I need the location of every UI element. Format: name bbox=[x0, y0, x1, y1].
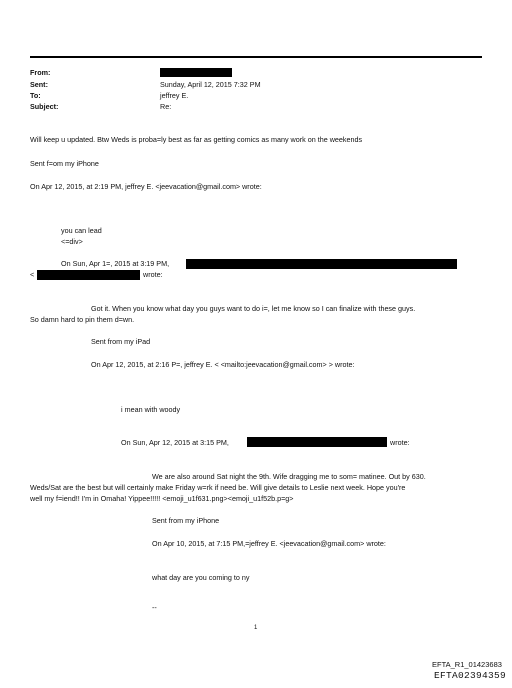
body-line-18: On Apr 10, 2015, at 7:15 PM,=jeffrey E. <jeevacation@gmail.com> wrote: bbox=[152, 539, 386, 548]
to-value: jeffrey E. bbox=[160, 91, 189, 100]
sent-value: Sunday, April 12, 2015 7:32 PM bbox=[160, 80, 261, 89]
body-line-12: i mean with woody bbox=[121, 405, 181, 414]
body-line-13b: wrote: bbox=[390, 438, 410, 447]
redacted-from bbox=[160, 68, 232, 77]
header-rule bbox=[30, 56, 482, 58]
body-line-7b: wrote: bbox=[143, 270, 163, 279]
body-line-17: Sent from my iPhone bbox=[152, 516, 220, 525]
redacted-email-3 bbox=[247, 437, 387, 447]
body-line-16: well my f=iend!! I'm in Omaha! Yippee!!!!! <emoji_u1f631.png><emoji_u1f52b.p=g> bbox=[30, 494, 294, 503]
body-line-5: <=div> bbox=[61, 237, 83, 246]
subject-label: Subject: bbox=[30, 102, 59, 111]
bates-number-2: EFTA02394359 bbox=[434, 670, 507, 681]
sent-label: Sent: bbox=[30, 80, 48, 89]
page-number: 1 bbox=[254, 625, 258, 631]
body-line-4: you can lead bbox=[61, 226, 102, 235]
redacted-email-2 bbox=[37, 270, 140, 280]
bates-number-1: EFTA_R1_01423683 bbox=[432, 660, 502, 669]
body-line-10: Sent from my iPad bbox=[91, 337, 151, 346]
redacted-email-1 bbox=[186, 259, 457, 269]
body-line-14: We are also around Sat night the 9th. Wife dragging me to som= matinee. Out by 630. bbox=[152, 472, 426, 481]
from-label: From: bbox=[30, 68, 51, 77]
body-line-3: On Apr 12, 2015, at 2:19 PM, jeffrey E. <jeevacation@gmail.com> wrote: bbox=[30, 182, 262, 191]
body-line-7a: < bbox=[30, 270, 35, 279]
body-line-15: Weds/Sat are the best but will certainly make Friday w=rk if need be. Will give details to Leslie next week. Hope you're bbox=[30, 483, 406, 492]
body-line-20: -- bbox=[152, 603, 157, 612]
body-line-9: So damn hard to pin them d=wn. bbox=[30, 315, 135, 324]
body-line-6: On Sun, Apr 1=, 2015 at 3:19 PM, bbox=[61, 259, 170, 268]
body-line-1: Will keep u updated. Btw Weds is proba=ly best as far as getting comics as many work on the weekends bbox=[30, 135, 363, 144]
body-line-13a: On Sun, Apr 12, 2015 at 3:15 PM, bbox=[121, 438, 229, 447]
body-line-11: On Apr 12, 2015, at 2:16 P=, jeffrey E. < <mailto:jeevacation@gmail.com> > wrote: bbox=[91, 360, 355, 369]
body-line-2: Sent f=om my iPhone bbox=[30, 159, 99, 168]
to-label: To: bbox=[30, 91, 41, 100]
body-line-19: what day are you coming to ny bbox=[152, 573, 250, 582]
subject-value: Re: bbox=[160, 102, 172, 111]
body-line-8: Got it. When you know what day you guys want to do i=, let me know so I can finalize with these guys. bbox=[91, 304, 416, 313]
